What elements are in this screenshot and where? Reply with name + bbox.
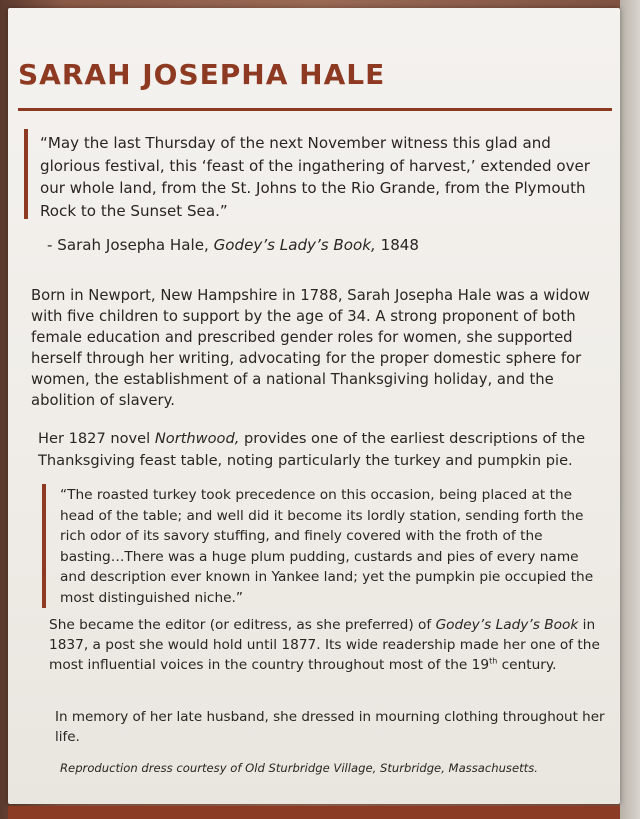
title-rule <box>18 108 612 111</box>
quote-attribution <box>47 234 597 256</box>
quote-bar-2 <box>42 484 46 608</box>
northwood-prefix: Her 1827 novel <box>38 430 155 447</box>
editor-sup: th <box>489 656 498 666</box>
attribution-prefix: - Sarah Josepha Hale, <box>47 236 214 254</box>
quote-festival: “May the last Thursday of the next November witness this glad and glorious festival, this ‘feast of the ingathering of harvest,’ extended over our whole land, from the St. Johns to the Rio Grande, from the Plymouth Rock to the Sunset Sea.” <box>40 134 590 220</box>
editor-middle: in 1837, a post she would hold until 1877. Its wide readership made her one of the most influential voices in the country throughout most of the 19 <box>49 617 600 673</box>
editor-suffix: century. <box>497 657 557 673</box>
northwood-paragraph <box>38 428 613 471</box>
dress-credit: Reproduction dress courtesy of Old Sturbridge Village, Sturbridge, Massachusetts. <box>60 761 538 775</box>
northwood-title: Northwood, <box>154 430 240 447</box>
quote-northwood: “The roasted turkey took precedence on this occasion, being placed at the head of the table; and well did it become its lordly station, sending forth the rich odor of its savory stuffing, and finely covered with the froth of the basting…There was a huge plum pudding, custards and pies of every name and description ever known in Yankee land; yet the pumpkin pie occupied the most distinguished niche.” <box>60 487 594 606</box>
sign-title: SARAH JOSEPHA HALE <box>18 58 386 91</box>
editor-magazine: Godey’s Lady’s Book <box>435 617 579 633</box>
editor-prefix: She became the editor (or editress, as she preferred) of <box>49 617 436 633</box>
attribution-year: 1848 <box>375 236 420 254</box>
panel-edge <box>620 0 640 819</box>
mourning-paragraph: In memory of her late husband, she dressed in mourning clothing throughout her life. <box>55 709 605 745</box>
attribution-source: Godey’s Lady’s Book, <box>213 236 376 254</box>
northwood-rest: provides one of the earliest descriptions of the Thanksgiving feast table, noting particularly the turkey and pumpkin pie. <box>38 430 586 469</box>
bottom-band <box>8 806 620 819</box>
quote-bar-1 <box>24 129 28 219</box>
editor-paragraph <box>49 615 609 675</box>
biography-paragraph: Born in Newport, New Hampshire in 1788, Sarah Josepha Hale was a widow with five children to support by the age of 34. A strong proponent of both female education and prescribed gender roles for women, she supported herself through her writing, advocating for the proper domestic sphere for women, the establishment of a national Thanksgiving holiday, and the abolition of slavery. <box>31 287 591 409</box>
